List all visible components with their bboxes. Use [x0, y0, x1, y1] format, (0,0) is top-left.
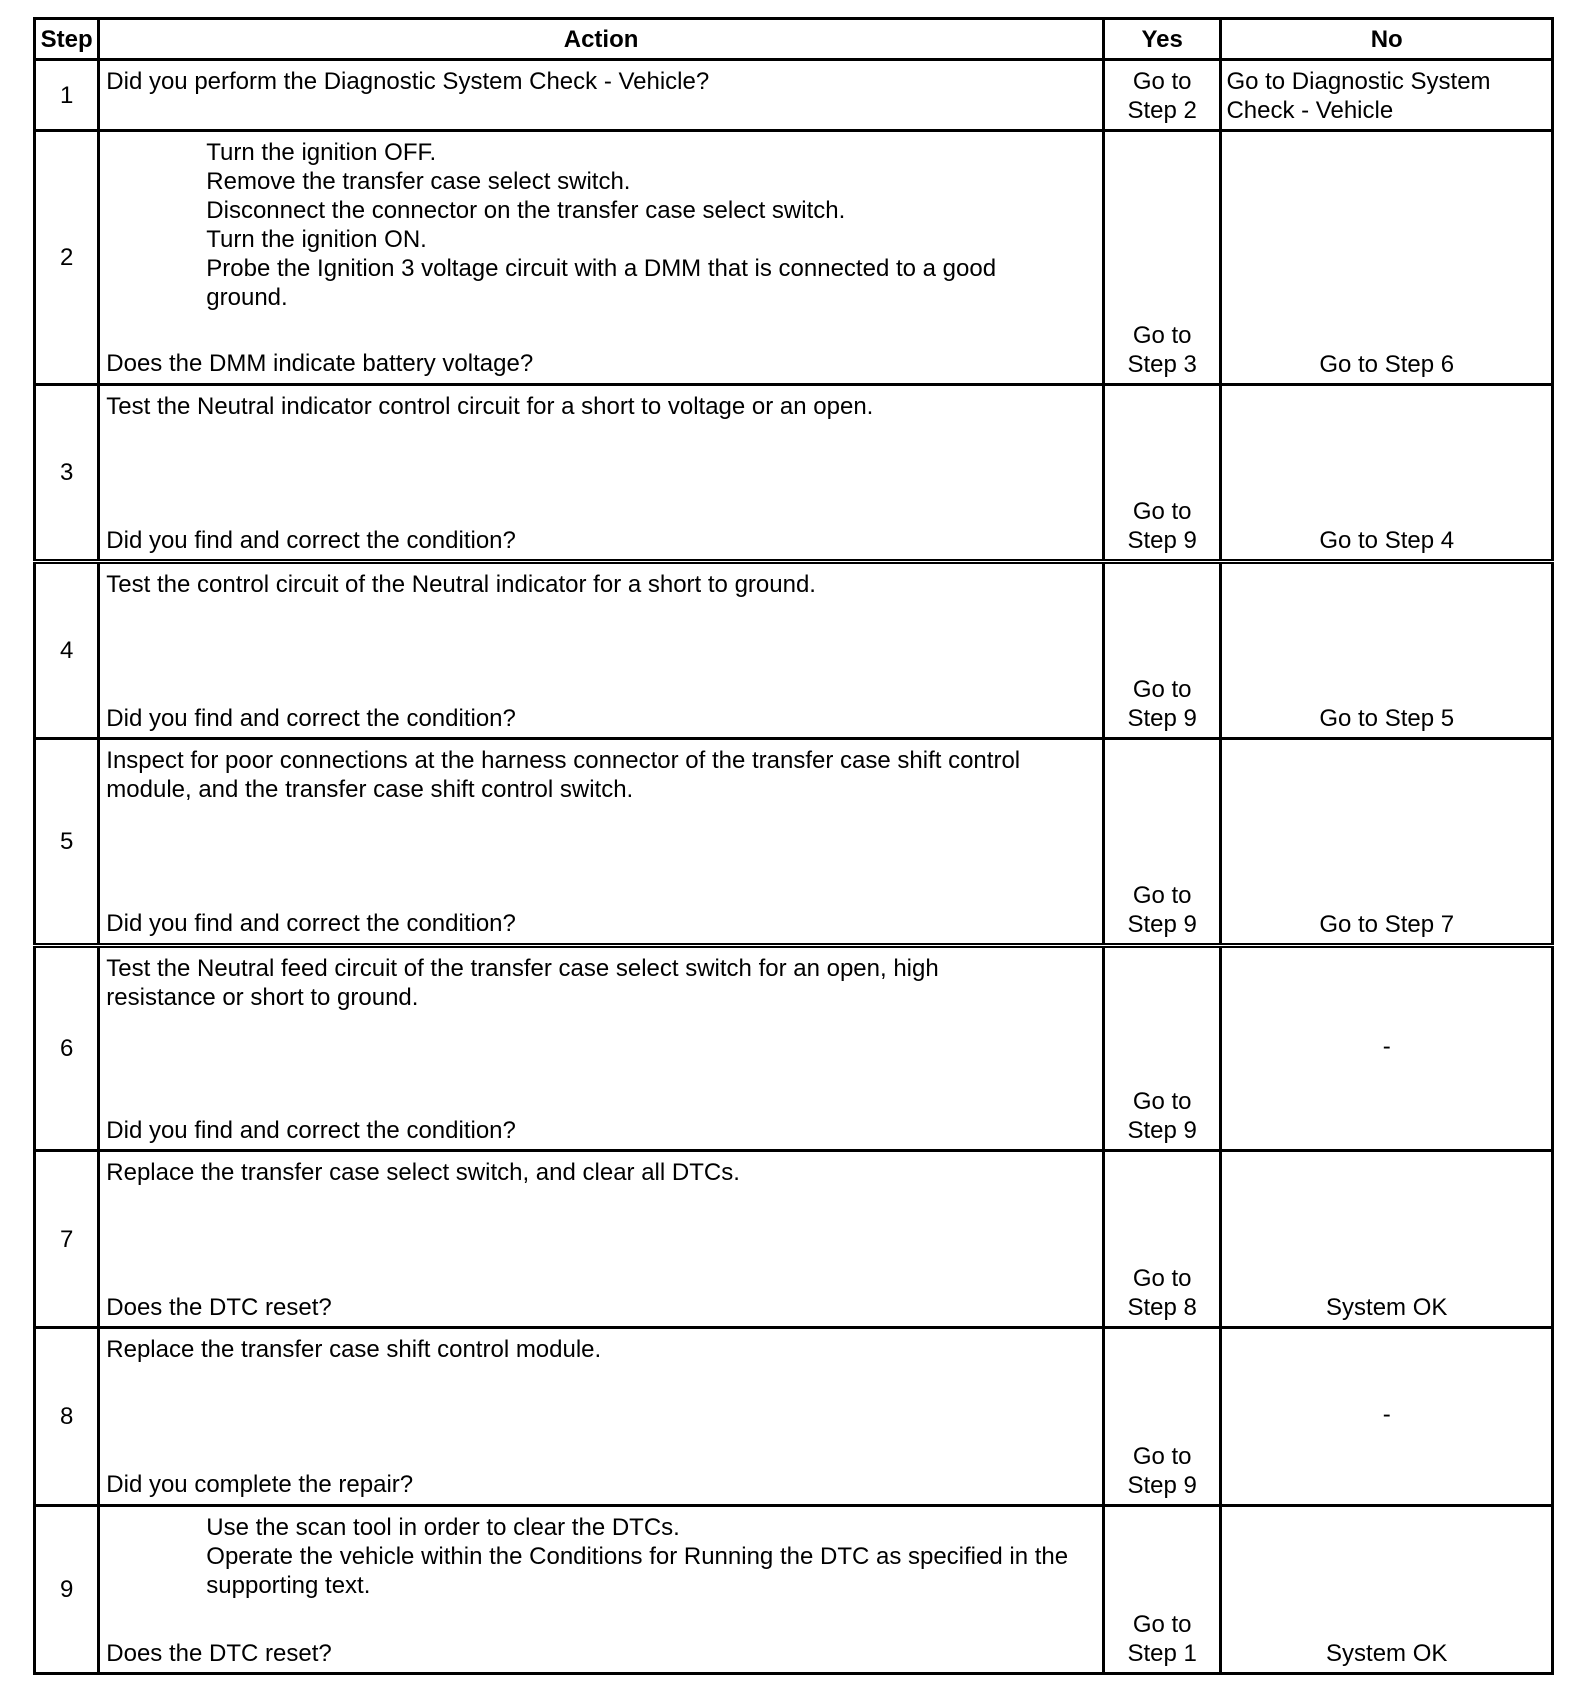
yes-cell: Go to Step 3	[1103, 131, 1221, 384]
instruction-item: Disconnect the connector on the transfer case select switch.	[206, 197, 846, 225]
action-lead: Replace the transfer case select switch, and clear all DTCs.	[106, 1159, 740, 1186]
action-lead: Replace the transfer case shift control module.	[106, 1336, 602, 1364]
action-cell	[99, 561, 1104, 738]
action-lead: Test the Neutral feed circuit of the transfer case select switch for an open, high resistance or short to ground.	[106, 954, 939, 1011]
yes-cell: Go to Step 9	[1103, 1328, 1221, 1505]
no-cell: -	[1221, 945, 1553, 1150]
no-cell: Go to Step 5	[1221, 561, 1553, 738]
action-lead: Test the Neutral indicator control circuit for a short to voltage or an open.	[106, 392, 874, 420]
action-question: Did you complete the repair?	[106, 1471, 414, 1499]
action-question: Did you find and correct the condition?	[106, 526, 516, 554]
action-lead: Inspect for poor connections at the harness connector of the transfer case shift control module, and the transfer case shift control switch.	[106, 747, 1021, 804]
table-row	[35, 131, 1553, 384]
header-action: Action	[99, 19, 1104, 60]
action-cell	[99, 739, 1104, 945]
no-cell: System OK	[1221, 1151, 1553, 1328]
action-question: Does the DTC reset?	[106, 1294, 332, 1321]
table-row	[35, 1151, 1553, 1328]
header-no: No	[1221, 19, 1553, 60]
action-question: Does the DMM indicate battery voltage?	[106, 350, 534, 378]
no-cell: System OK	[1221, 1505, 1553, 1673]
table-row	[35, 1328, 1553, 1505]
instruction-list	[106, 1513, 1098, 1600]
table-row	[35, 561, 1553, 738]
instruction-item: Use the scan tool in order to clear the DTCs.	[206, 1513, 680, 1541]
action-question: Did you find and correct the condition?	[106, 910, 516, 938]
table-row	[35, 739, 1553, 945]
step-number: 2	[35, 131, 99, 384]
step-number: 1	[35, 60, 99, 131]
no-cell: -	[1221, 1328, 1553, 1505]
yes-cell: Go to Step 9	[1103, 384, 1221, 561]
action-cell	[99, 131, 1104, 384]
header-yes: Yes	[1103, 19, 1221, 60]
table-row	[35, 945, 1553, 1150]
step-number: 8	[35, 1328, 99, 1505]
instruction-item: Probe the Ignition 3 voltage circuit with a DMM that is connected to a good ground.	[206, 255, 997, 312]
step-number: 3	[35, 384, 99, 561]
instruction-item: Remove the transfer case select switch.	[206, 168, 631, 196]
instruction-item: Turn the ignition ON.	[206, 226, 427, 254]
action-question: Did you find and correct the condition?	[106, 1116, 516, 1144]
table-row	[35, 60, 1553, 131]
action-question: Did you find and correct the condition?	[106, 704, 516, 732]
step-number: 4	[35, 561, 99, 738]
no-cell: Go to Diagnostic System Check - Vehicle	[1221, 60, 1553, 131]
instruction-item: Operate the vehicle within the Conditions for Running the DTC as specified in the supporting text.	[206, 1542, 1069, 1599]
no-cell: Go to Step 4	[1221, 384, 1553, 561]
header-step: Step	[35, 19, 99, 60]
table-row	[35, 384, 1553, 561]
diagnostic-table	[33, 17, 1554, 1675]
no-cell: Go to Step 7	[1221, 739, 1553, 945]
step-number: 6	[35, 945, 99, 1150]
step-number: 9	[35, 1505, 99, 1673]
action-cell	[99, 945, 1104, 1150]
action-cell	[99, 60, 1104, 131]
instruction-item: Turn the ignition OFF.	[206, 139, 437, 167]
header-row	[35, 19, 1553, 60]
action-cell	[99, 1151, 1104, 1328]
action-question: Does the DTC reset?	[106, 1639, 332, 1667]
yes-cell: Go to Step 9	[1103, 561, 1221, 738]
no-cell: Go to Step 6	[1221, 131, 1553, 384]
yes-cell: Go to Step 2	[1103, 60, 1221, 131]
table-row	[35, 1505, 1553, 1673]
yes-cell: Go to Step 8	[1103, 1151, 1221, 1328]
instruction-list	[106, 138, 1098, 312]
action-cell	[99, 1328, 1104, 1505]
yes-cell: Go to Step 1	[1103, 1505, 1221, 1673]
yes-cell: Go to Step 9	[1103, 945, 1221, 1150]
action-question: Did you perform the Diagnostic System Check - Vehicle?	[106, 68, 710, 95]
yes-cell: Go to Step 9	[1103, 739, 1221, 945]
step-number: 5	[35, 739, 99, 945]
action-cell	[99, 384, 1104, 561]
action-lead: Test the control circuit of the Neutral indicator for a short to ground.	[106, 570, 816, 598]
step-number: 7	[35, 1151, 99, 1328]
action-cell	[99, 1505, 1104, 1673]
